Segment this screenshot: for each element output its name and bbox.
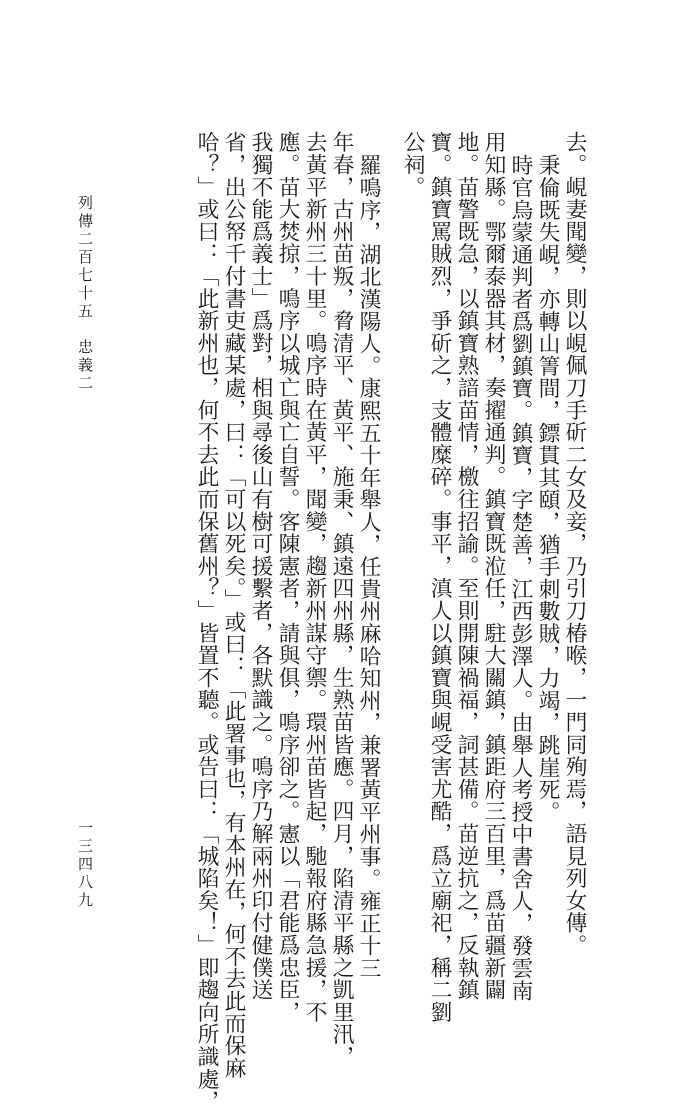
text-column-11: 應。苗大焚掠，鳴序以城亡與亡自誓。客陳憲者，請與俱，鳴序卻之。憲以「君能爲忠臣， <box>275 131 300 1023</box>
text-column-7: 公祠。 <box>400 131 425 198</box>
text-column-4: 用知縣。鄂爾泰器其材，奏擢通判。鎮寶既涖任，駐大關鎮，鎮距府三百里，爲苗疆新闢 <box>481 131 506 1001</box>
text-column-10: 去黃平新州三十里。鳴序時在黃平，聞變，趨新州謀守禦。環州苗皆起，馳報府縣急援，不 <box>302 131 327 1023</box>
text-column-14: 哈？」或曰：「此新州也，何不去此而保舊州？」皆置不聽。或告曰：「城陷矣！」即趨向所識處， <box>194 131 219 1112</box>
page-number: 一三四八九 <box>76 820 94 910</box>
text-column-1: 去。峴妻聞變，則以峴佩刀手斫二女及妾，乃引刀椿喉，一門同殉焉，語見列女傳。 <box>562 131 587 957</box>
text-column-6: 寶。鎮寶罵賊烈，爭斫之，支體糜碎。事平，滇人以鎮寶與峴受害尤酷，爲立廟祀，稱二劉 <box>427 131 452 1023</box>
text-column-8: 羅鳴序，湖北漢陽人。康熙五十年舉人，任貴州麻哈知州，兼署黃平州事。雍正十三 <box>356 154 381 980</box>
text-column-9: 年春，古州苗叛，脅清平、黃平、施秉、鎮遠四州縣，生熟苗皆應。四月，陷清平縣之凱里汛， <box>329 131 354 1068</box>
text-column-2: 秉倫既失峴，亦轉山箐間，鏢貫其頤，猶手刺數賊，力竭，跳崖死。 <box>535 154 560 823</box>
text-column-12: 我獨不能爲義士」爲對，相與尋後山有樹可援繫者，各默識之。鳴序乃解兩州印付健僕送 <box>248 131 273 1001</box>
text-column-5: 地。苗警既急，以鎮寶熟諳苗情，檄往招諭。至則開陳禍福，詞甚備。苗逆抗之，反執鎮 <box>454 131 479 1001</box>
page-header-title: 列傳二百七十五 忠義二 <box>76 195 94 393</box>
text-column-3: 時官烏蒙通判者爲劉鎮寶。鎮寶，字楚善，江西彭澤人。由舉人考授中書舍人，發雲南 <box>508 154 533 1002</box>
text-column-13: 省，出公帑千付書吏藏某處，曰：「可以死矣。」或曰：「此署事也，有本州在，何不去此而保麻 <box>221 131 246 1079</box>
